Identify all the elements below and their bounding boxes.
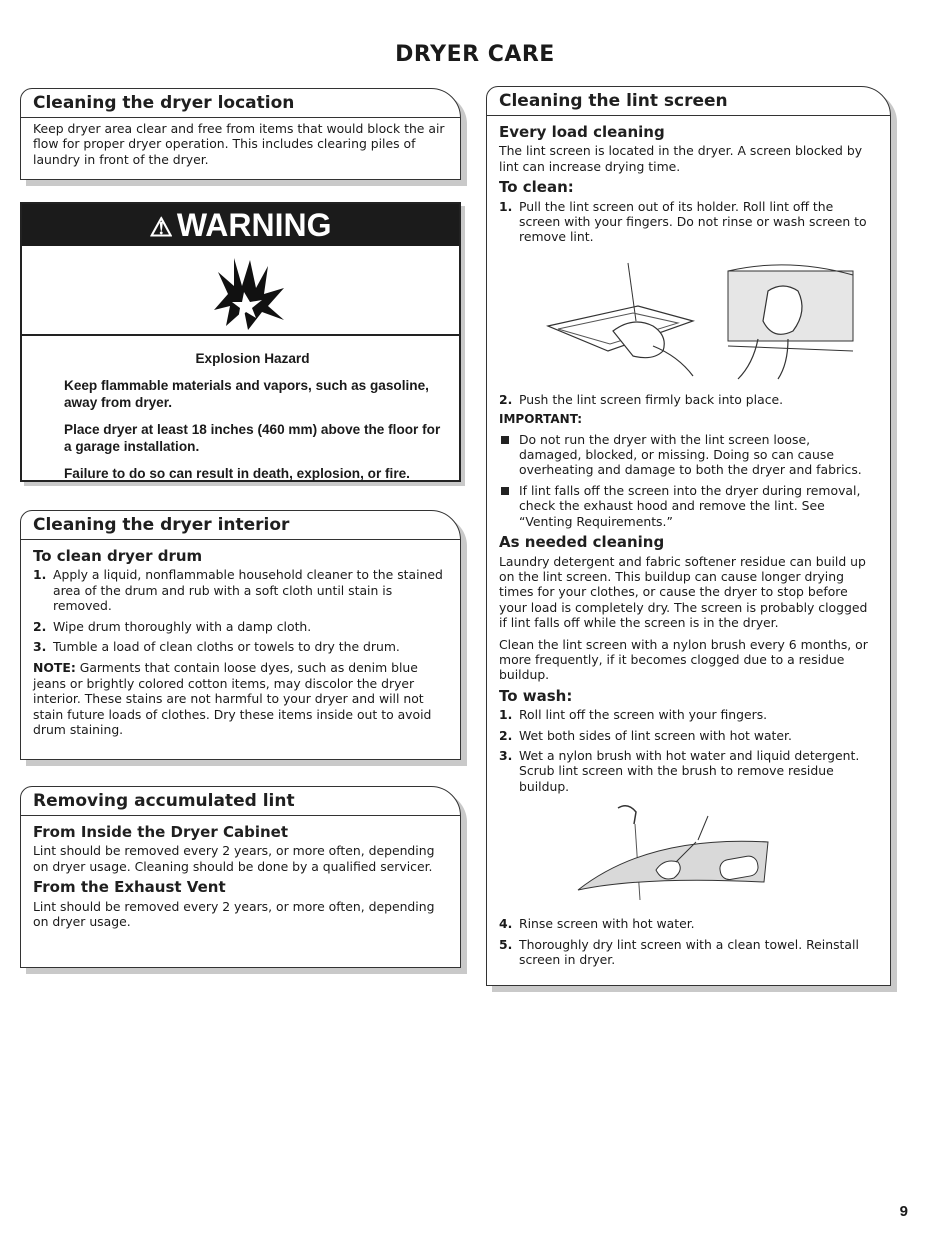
list-item: 2. Push the lint screen firmly back into place.: [499, 391, 784, 407]
lint-removal-body: [21, 816, 460, 929]
as-needed-text: Laundry detergent and fabric softener residue can build up on the lint screen. This buildup can cause longer drying times for your clothes, or cause the dryer to stop before your load is completely dry. The screen is probably clogged if lint falls off while the screen is in the dryer.: [499, 553, 868, 631]
list-item: 2. Wet both sides of lint screen with hot water.: [499, 727, 792, 743]
to-clean-heading: To clean:: [499, 178, 574, 197]
interior-title: Cleaning the dryer interior: [21, 511, 460, 540]
warning-line: Failure to do so can result in death, explosion, or fire.: [64, 466, 410, 481]
as-needed-text: Clean the lint screen with a nylon brush every 6 months, or more frequently, if it becomes clogged due to a residue buildup.: [499, 636, 868, 683]
interior-subheading: To clean dryer drum: [33, 547, 203, 565]
location-title: Cleaning the dryer location: [21, 89, 460, 118]
as-needed-heading: As needed cleaning: [499, 533, 665, 552]
interior-body: [21, 540, 460, 737]
lint-screen-title: Cleaning the lint screen: [487, 87, 890, 116]
lint-removal-section: [20, 786, 461, 968]
bullet-item: If lint falls off the screen into the dryer during removal, check the exhaust hood and remove the lint. See “Venting Requirements.”: [499, 483, 876, 529]
lint-removal-subheading: From Inside the Dryer Cabinet: [33, 823, 288, 841]
list-item: 4. Rinse screen with hot water.: [499, 916, 695, 932]
page-title: DRYER CARE: [395, 42, 555, 67]
lint-removal-title: Removing accumulated lint: [21, 787, 460, 816]
warning-hazard: Explosion Hazard: [195, 351, 310, 366]
warning-line: Keep flammable materials and vapors, such as gasoline, away from dryer.: [64, 378, 429, 410]
lint-screen-body: [487, 116, 890, 967]
warning-box: [20, 202, 461, 482]
warning-text: [22, 336, 459, 482]
list-item: 1. Roll lint off the screen with your fingers.: [499, 707, 768, 723]
warning-header: [22, 204, 459, 246]
lint-removal-text: Lint should be removed every 2 years, or more often, depending on dryer usage.: [33, 898, 435, 930]
lint-screen-washing-illustration: [568, 800, 808, 910]
every-load-heading: Every load cleaning: [499, 123, 665, 141]
explosion-icon: [22, 246, 459, 336]
list-item: 1. Apply a liquid, nonflammable household cleaner to the stained area of the drum and rub with a soft cloth until stain is removed.: [33, 567, 443, 614]
list-item: 2. Wipe drum thoroughly with a damp cloth.: [33, 618, 312, 634]
location-text: Keep dryer area clear and free from items that would block the air flow for proper dryer operation. This includes clearing piles of laundry in front of the dryer.: [33, 121, 445, 167]
every-load-text: The lint screen is located in the dryer. A screen blocked by lint can increase drying time.: [499, 143, 863, 174]
to-wash-heading: To wash:: [499, 686, 573, 705]
location-body: [21, 118, 460, 167]
list-item: 3. Tumble a load of clean cloths or towels to dry the drum.: [33, 639, 400, 655]
lint-screen-removal-illustration: [518, 251, 858, 386]
warning-triangle-icon: ⚠: [149, 212, 173, 242]
list-item: 1. Pull the lint screen out of its holder. Roll lint off the screen with your fingers. Do not rinse or wash screen to remove lint.: [499, 198, 867, 245]
interior-section: [20, 510, 461, 760]
warning-header-text: WARNING: [176, 207, 332, 243]
page-number: 9: [899, 1203, 908, 1220]
bullet-item: Do not run the dryer with the lint screen loose, damaged, blocked, or missing. Doing so can cause overheating and damage to both the dryer and fabrics.: [499, 432, 876, 478]
lint-screen-section: [486, 86, 891, 986]
location-section: [20, 88, 461, 180]
important-label: IMPORTANT:: [499, 412, 583, 427]
lint-removal-text: Lint should be removed every 2 years, or more often, depending on dryer usage. Cleaning should be done by a qualified servicer.: [33, 843, 435, 874]
interior-note: NOTE: Garments that contain loose dyes, such as denim blue jeans or brightly colored cotton items, may discolor the dryer interior. These stains are not harmful to your dryer and will not stain future loads of clothes. Dry these items inside out to avoid drum staining.: [33, 660, 432, 738]
list-item: 5. Thoroughly dry lint screen with a clean towel. Reinstall screen in dryer.: [499, 936, 859, 967]
warning-line: Place dryer at least 18 inches (460 mm) above the floor for a garage installation.: [64, 422, 441, 454]
lint-removal-subheading: From the Exhaust Vent: [33, 878, 226, 897]
list-item: 3. Wet a nylon brush with hot water and liquid detergent. Scrub lint screen with the brush to remove residue buildup.: [499, 747, 860, 794]
